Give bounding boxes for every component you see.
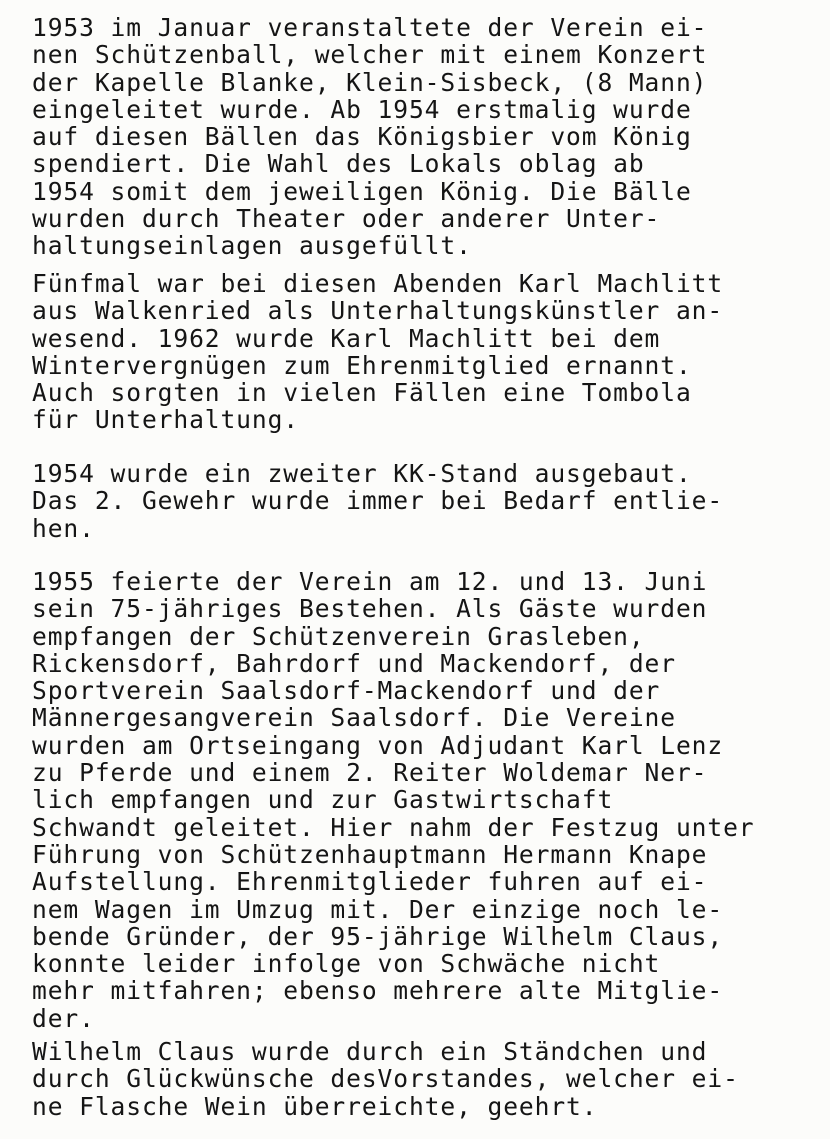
text-line: Führung von Schützenhauptmann Hermann Knape (32, 839, 708, 869)
text-line: nen Schützenball, welcher mit einem Konzert (32, 40, 708, 70)
text-line: mehr mitfahren; ebenso mehrere alte Mitglie- (32, 976, 724, 1006)
text-line: hen. (32, 513, 95, 543)
text-line: Männergesangverein Saalsdorf. Die Vereine (32, 703, 676, 733)
text-line: Rickensdorf, Bahrdorf und Mackendorf, der (32, 648, 676, 678)
text-line: der. (32, 1003, 95, 1033)
text-line: 1954 somit dem jeweiligen König. Die Bälle (32, 176, 692, 206)
text-line: Fünfmal war bei diesen Abenden Karl Machlitt (32, 269, 724, 298)
text-line: lich empfangen und zur Gastwirtschaft (32, 785, 614, 815)
text-line: zu Pferde und einem 2. Reiter Woldemar Ner- (32, 758, 708, 788)
text-line: empfangen der Schützenverein Grasleben, (32, 621, 645, 651)
text-line: aus Walkenried als Unterhaltungskünstler an- (32, 296, 724, 326)
text-line: nem Wagen im Umzug mit. Der einzige noch le- (32, 894, 724, 924)
text-line: konnte leider infolge von Schwäche nicht (32, 949, 661, 979)
text-line: der Kapelle Blanke, Klein-Sisbeck, (8 Mann) (32, 67, 708, 97)
paragraph-schuetzenball-1953 (32, 14, 707, 260)
text-line: 1953 im Januar veranstaltete der Verein ei- (32, 13, 708, 42)
text-line: wurden am Ortseingang von Adjudant Karl Lenz (32, 730, 724, 760)
paragraph-wilhelm-claus (32, 1038, 739, 1120)
text-line: Wilhelm Claus wurde durch ein Ständchen und (32, 1037, 708, 1066)
text-line: Wintervergnügen zum Ehrenmitglied ernannt. (32, 350, 692, 380)
text-line: Auch sorgten in vielen Fällen eine Tombola (32, 378, 692, 408)
text-line: durch Glückwünsche desVorstandes, welcher ei- (32, 1064, 739, 1094)
text-line: Schwandt geleitet. Hier nahm der Festzug unter (32, 812, 755, 842)
paragraph-jubilaeum-1955 (32, 568, 755, 1032)
text-line: wurden durch Theater oder anderer Unter- (32, 204, 661, 234)
text-line: spendiert. Die Wahl des Lokals oblag ab (32, 149, 645, 179)
text-line: bende Gründer, der 95-jährige Wilhelm Claus, (32, 921, 724, 951)
text-line: eingeleitet wurde. Ab 1954 erstmalig wurde (32, 94, 692, 124)
paragraph-kk-stand-1954 (32, 460, 723, 542)
text-line: für Unterhaltung. (32, 405, 300, 435)
text-line: Das 2. Gewehr wurde immer bei Bedarf entlie- (32, 486, 724, 516)
text-line: wesend. 1962 wurde Karl Machlitt bei dem (32, 323, 661, 353)
text-line: Sportverein Saalsdorf-Mackendorf und der (32, 676, 661, 706)
text-line: Aufstellung. Ehrenmitglieder fuhren auf ei- (32, 867, 708, 897)
paragraph-karl-machlitt (32, 270, 723, 434)
text-line: haltungseinlagen ausgefüllt. (32, 231, 472, 261)
text-line: 1955 feierte der Verein am 12. und 13. Juni (32, 567, 708, 596)
text-line: ne Flasche Wein überreichte, geehrt. (32, 1091, 598, 1121)
text-line: auf diesen Bällen das Königsbier vom König (32, 122, 692, 152)
text-line: 1954 wurde ein zweiter KK-Stand ausgebaut. (32, 459, 692, 488)
text-line: sein 75-jähriges Bestehen. Als Gäste wurden (32, 594, 708, 624)
